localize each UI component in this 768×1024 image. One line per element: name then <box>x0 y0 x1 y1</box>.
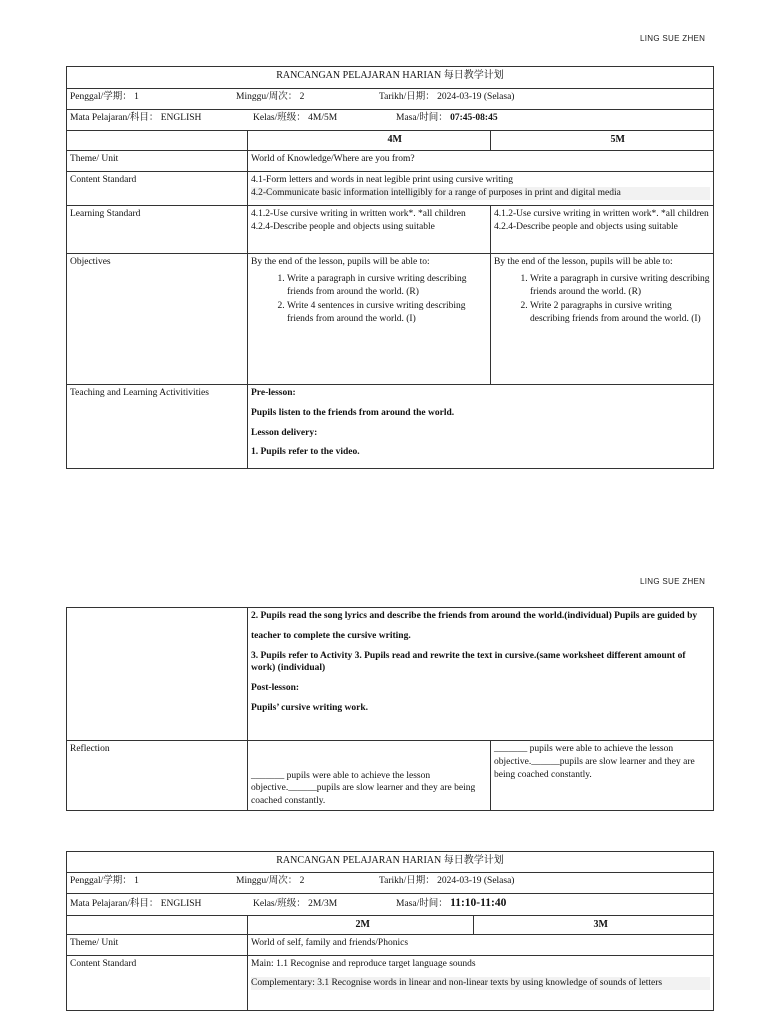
reflection-b: _______ pupils were able to achieve the lesson objective.______pupils are slow learner and they are being coached constantly. <box>491 741 714 811</box>
subject-field: Mata Pelajaran/科目： ENGLISH <box>70 899 202 909</box>
activity-line: Pupils listen to the friends from around the world. <box>251 407 455 418</box>
objectives-b-list <box>494 273 710 326</box>
activity-line: Lesson delivery: <box>251 427 318 438</box>
week-field: Minggu/周次： 2 <box>236 876 305 886</box>
term-row <box>67 89 714 110</box>
lesson-plan-table <box>66 66 714 469</box>
theme-value: World of self, family and friends/Phonics <box>248 935 714 956</box>
objective-item: 1. Write a paragraph in cursive writing describing friends from around the world. (R) <box>287 273 487 299</box>
time-label: Masa/时间： <box>396 899 448 909</box>
content-standard-2: 4.2-Communicate basic information intelligibly for a range of purposes in print and digital media <box>251 187 710 200</box>
objective-item: 1. Write a paragraph in cursive writing describing friends around the world. (R) <box>530 273 710 299</box>
class-b-header: 5M <box>491 131 714 151</box>
theme-label: Theme/ Unit <box>67 151 248 172</box>
activity-line: 2. Pupils read the song lyrics and describe the friends from around the world.(individual) Pupils are guided by <box>251 611 698 621</box>
learning-standard-b-1: 4.1.2-Use cursive writing in written work*. *all children <box>494 209 709 219</box>
learning-standard-b-2: 4.2.4-Describe people and objects using suitable <box>494 221 678 232</box>
objectives-a-list <box>251 273 487 326</box>
learning-standard-b <box>491 206 714 254</box>
learning-standard-a-2: 4.2.4-Describe people and objects using suitable <box>251 221 435 232</box>
time-label: Masa/时间： <box>396 113 448 123</box>
objectives-a-intro: By the end of the lesson, pupils will be able to: <box>251 257 430 267</box>
learning-standard-a-1: 4.1.2-Use cursive writing in written work*. *all children <box>251 209 466 219</box>
date-field: Tarikh/日期： 2024-03-19 (Selasa) <box>379 876 515 886</box>
activity-line: 1. Pupils refer to the video. <box>251 447 360 458</box>
author-name: LING SUE ZHEN <box>640 34 706 43</box>
class-a-header: 2M <box>248 916 474 935</box>
activity-line: Post-lesson: <box>251 683 300 694</box>
activities-value <box>248 385 714 469</box>
subject-row <box>67 110 714 131</box>
learning-standard-a <box>248 206 491 254</box>
plan-title: RANCANGAN PELAJARAN HARIAN 每日教学计划 <box>67 67 714 89</box>
activities-label: Teaching and Learning Activitivities <box>67 385 248 469</box>
blank-cell <box>67 131 248 151</box>
objectives-label: Objectives <box>67 254 248 385</box>
class-b-header: 3M <box>474 916 714 935</box>
class-field: Kelas/班级： 2M/3M <box>253 899 338 909</box>
content-standard-label: Content Standard <box>67 956 248 1011</box>
author-name: LING SUE ZHEN <box>640 577 706 586</box>
reflection-a: _______ pupils were able to achieve the lesson objective.______pupils are slow learner and they are being coached constantly. <box>248 741 491 811</box>
objectives-a <box>248 254 491 385</box>
activity-line: 3. Pupils refer to Activity 3. Pupils read and rewrite the text in cursive.(same worksheet different amount of work) (individual) <box>251 650 686 674</box>
objectives-b <box>491 254 714 385</box>
activity-line: Pre-lesson: <box>251 388 296 398</box>
time-value: 11:10-11:40 <box>450 897 507 909</box>
objectives-b-intro: By the end of the lesson, pupils will be able to: <box>494 257 673 267</box>
plan-title: RANCANGAN PELAJARAN HARIAN 每日教学计划 <box>67 852 714 873</box>
activity-line: Pupils’ cursive writing work. <box>251 703 368 714</box>
content-standard-label: Content Standard <box>67 172 248 206</box>
objective-item: 2. Write 4 sentences in cursive writing describing friends from around the world. (I) <box>287 300 487 326</box>
subject-field: Mata Pelajaran/科目： ENGLISH <box>70 113 202 123</box>
theme-value: World of Knowledge/Where are you from? <box>248 151 714 172</box>
date-field: Tarikh/日期： 2024-03-19 (Selasa) <box>379 92 515 102</box>
content-standard-value <box>248 172 714 206</box>
lesson-plan-table <box>66 851 714 1011</box>
term-field: Penggal/学期： 1 <box>70 92 139 102</box>
term-row <box>67 873 714 894</box>
subject-row <box>67 894 714 916</box>
learning-standard-label: Learning Standard <box>67 206 248 254</box>
class-a-header: 4M <box>248 131 491 151</box>
content-standard-value <box>248 956 714 1011</box>
theme-label: Theme/ Unit <box>67 935 248 956</box>
blank-cell <box>67 608 248 741</box>
week-field: Minggu/周次： 2 <box>236 92 305 102</box>
objective-item: 2. Write 2 paragraphs in cursive writing describing friends from around the world. (I) <box>530 300 710 326</box>
activities-continued <box>248 608 714 741</box>
content-standard-1: Main: 1.1 Recognise and reproduce target language sounds <box>251 959 476 969</box>
class-field: Kelas/班级： 4M/5M <box>253 113 338 123</box>
time-value: 07:45-08:45 <box>450 113 498 123</box>
blank-cell <box>67 916 248 935</box>
content-standard-2: Complementary: 3.1 Recognise words in linear and non-linear texts by using knowledge of sounds of letters <box>251 977 710 990</box>
activity-line: teacher to complete the cursive writing. <box>251 630 411 641</box>
term-field: Penggal/学期： 1 <box>70 876 139 886</box>
reflection-label: Reflection <box>67 741 248 811</box>
content-standard-1: 4.1-Form letters and words in neat legible print using cursive writing <box>251 175 513 185</box>
lesson-plan-table <box>66 607 714 811</box>
